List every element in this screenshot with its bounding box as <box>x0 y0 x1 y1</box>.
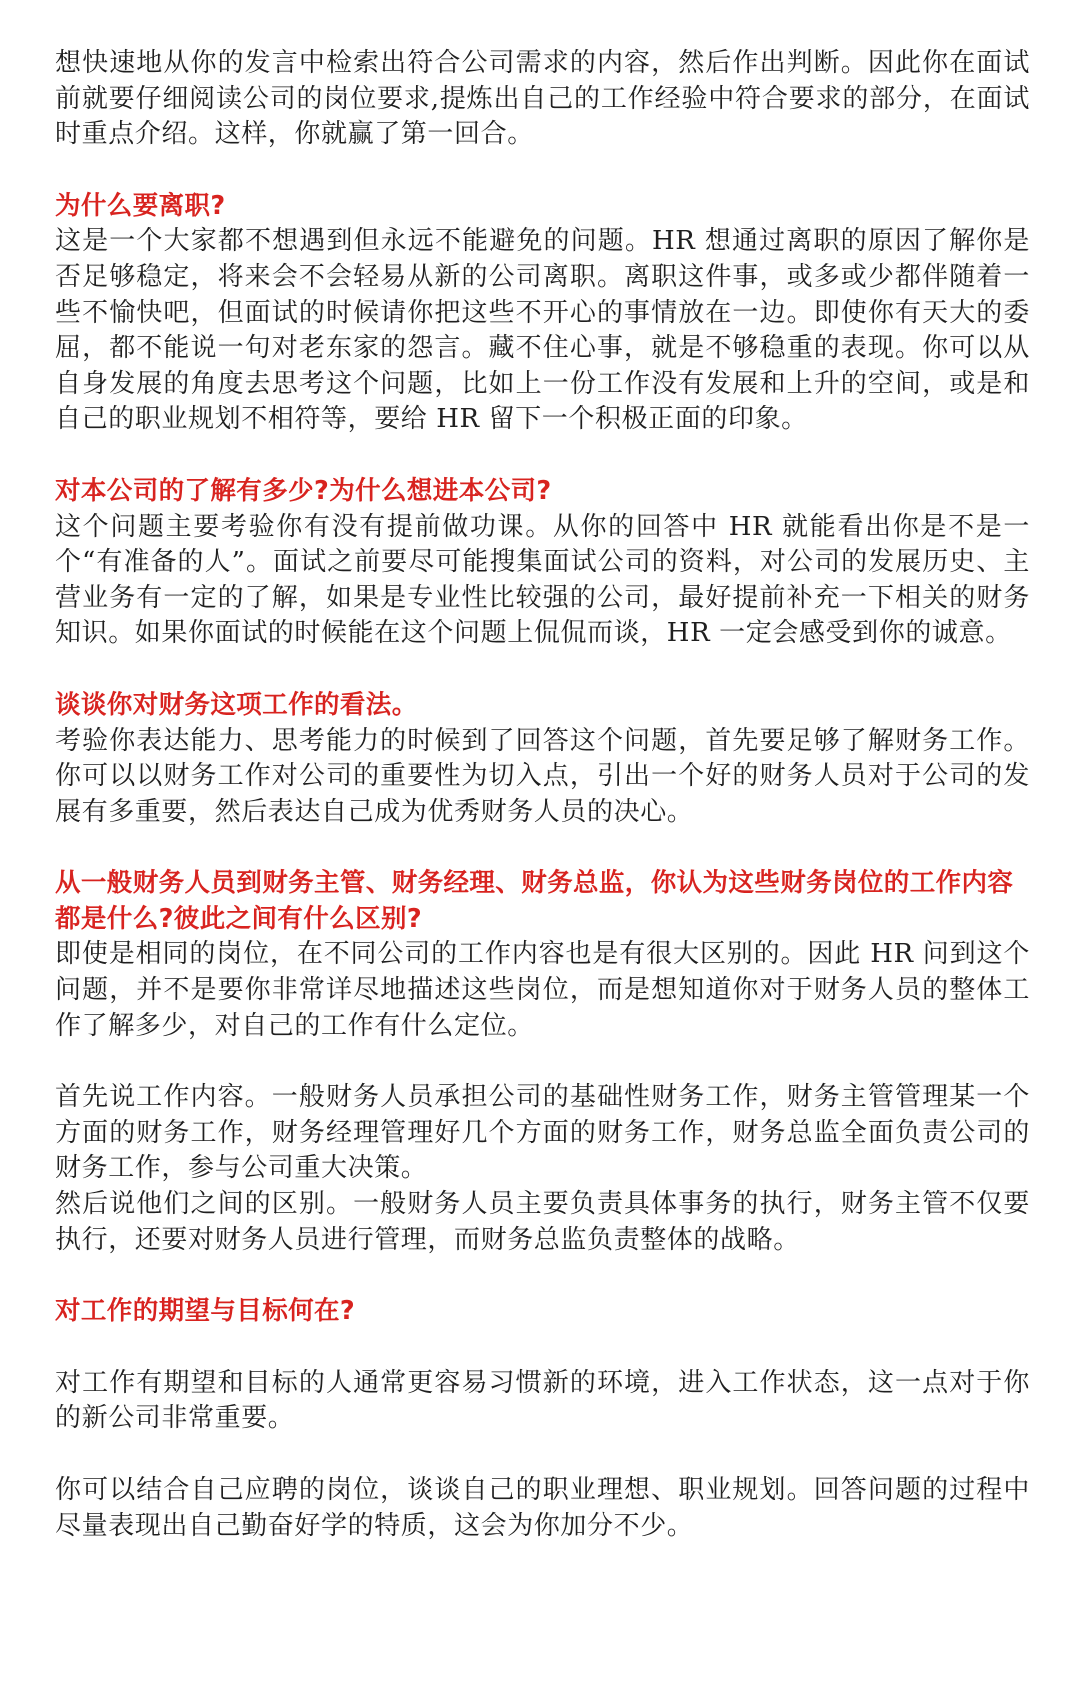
section-paragraph: 对工作有期望和目标的人通常更容易习惯新的环境，进入工作状态，这一点对于你的新公司非常重要。 <box>55 1367 1030 1434</box>
section-heading-company-knowledge: 对本公司的了解有多少?为什么想进本公司? <box>55 475 552 506</box>
section-paragraph: 你可以结合自己应聘的岗位，谈谈自己的职业理想、职业规划。回答问题的过程中尽量表现出自己勤奋好学的特质，这会为你加分不少。 <box>55 1475 1030 1541</box>
spacer <box>55 1330 1030 1366</box>
section-paragraph: 考验你表达能力、思考能力的时候到了回答这个问题，首先要足够了解财务工作。你可以以财务工作对公司的重要性为切入点，引出一个好的财务人员对于公司的发展有多重要，然后表达自己成为优秀财务人员的决心。 <box>55 725 1030 827</box>
section-heading-leaving-reason: 为什么要离职? <box>55 190 226 221</box>
spacer <box>55 1258 1030 1294</box>
section-heading-expectations: 对工作的期望与目标何在? <box>55 1296 356 1327</box>
section-paragraph: 然后说他们之间的区别。一般财务人员主要负责具体事务的执行，财务主管不仅要执行，还要对财务人员进行管理，而财务总监负责整体的战略。 <box>55 1189 1030 1255</box>
spacer <box>55 438 1030 474</box>
section-paragraph: 这是一个大家都不想遇到但永远不能避免的问题。HR 想通过离职的原因了解你是否足够稳定，将来会不会轻易从新的公司离职。离职这件事，或多或少都伴随着一些不愉快吧，但面试的时候请你把这些不开心的事情放在一边。即使你有天大的委屈，都不能说一句对老东家的怨言。藏不住心事，就是不够稳重的表现。你可以从自身发展的角度去思考这个问题，比如上一份工作没有发展和上升的空间，或是和自己的职业规划不相符等，要给 HR 留下一个积极正面的印象。 <box>55 226 1030 435</box>
article-body <box>55 46 1030 1544</box>
section-heading-finance-roles: 从一般财务人员到财务主管、财务经理、财务总监，你认为这些财务岗位的工作内容都是什么?彼此之间有什么区别? <box>55 868 1014 934</box>
spacer <box>55 652 1030 688</box>
section-paragraph: 这个问题主要考验你有没有提前做功课。从你的回答中 HR 就能看出你是不是一个“有准备的人”。面试之前要尽可能搜集面试公司的资料，对公司的发展历史、主营业务有一定的了解，如果是专业性比较强的公司，最好提前补充一下相关的财务知识。如果你面试的时候能在这个问题上侃侃而谈，HR 一定会感受到你的诚意。 <box>55 511 1030 649</box>
spacer <box>55 153 1030 189</box>
intro-paragraph: 想快速地从你的发言中检索出符合公司需求的内容，然后作出判断。因此你在面试前就要仔细阅读公司的岗位要求,提炼出自己的工作经验中符合要求的部分，在面试时重点介绍。这样，你就赢了第一回合。 <box>55 48 1030 150</box>
section-paragraph: 首先说工作内容。一般财务人员承担公司的基础性财务工作，财务主管管理某一个方面的财务工作，财务经理管理好几个方面的财务工作，财务总监全面负责公司的财务工作，参与公司重大决策。 <box>55 1082 1030 1184</box>
spacer <box>55 1437 1030 1473</box>
spacer <box>55 830 1030 866</box>
section-paragraph: 即使是相同的岗位，在不同公司的工作内容也是有很大区别的。因此 HR 问到这个问题，并不是要你非常详尽地描述这些岗位，而是想知道你对于财务人员的整体工作了解多少，对自己的工作有什么定位。 <box>55 939 1030 1041</box>
section-heading-finance-view: 谈谈你对财务这项工作的看法。 <box>55 689 418 720</box>
spacer <box>55 1044 1030 1080</box>
